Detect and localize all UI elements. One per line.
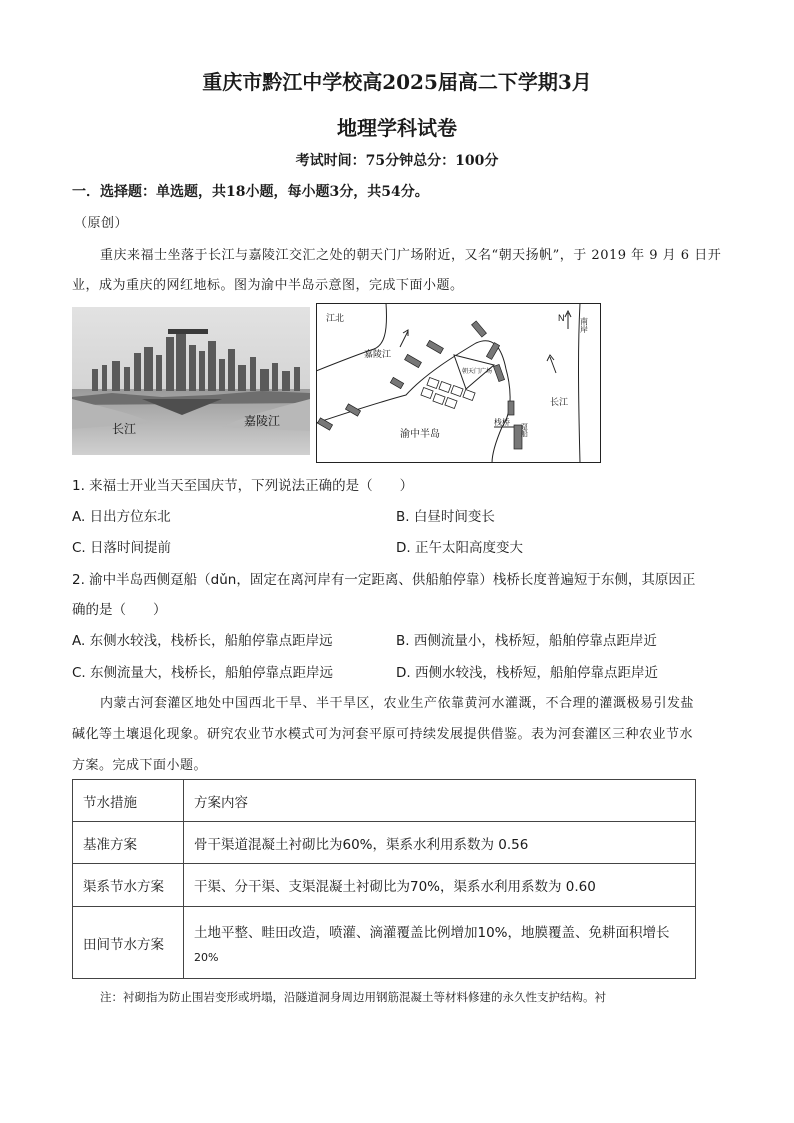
- table-cell: 田间节水方案: [73, 907, 184, 979]
- table-header-cell: 节水措施: [73, 780, 184, 822]
- table-cell: 渠系节水方案: [73, 864, 184, 907]
- q2-option-d: D. 西侧水较浅，栈桥短，船舶停靠点距岸近: [396, 665, 658, 681]
- photo-label-changjiang: 长江: [112, 422, 137, 436]
- exam-title-line1: 重庆市黔江中学校高2025届高二下学期3月: [202, 70, 592, 94]
- table-row: [73, 864, 696, 907]
- table-note: 注：衬砌指为防止围岩变形或坍塌，沿隧道洞身周边用钢筋混凝土等材料修建的永久性支护结构。衬: [100, 990, 606, 1004]
- original-tag: （原创）: [74, 216, 129, 231]
- photo-label-jialingjiang: 嘉陵江: [244, 414, 281, 428]
- map-label-north: N: [558, 313, 565, 323]
- table-cell: [184, 907, 696, 979]
- q1-option-d: D. 正午太阳高度变大: [396, 540, 523, 556]
- q2-stem-line2: 确的是（ ）: [72, 602, 167, 618]
- table-cell: 骨干渠道混凝土衬砌比为60%，渠系水利用系数为 0.56: [184, 822, 696, 864]
- section-heading: 一．选择题：单选题，共18小题，每小题3分，共54分。: [72, 184, 429, 200]
- map-label-changjiang: 长江: [550, 397, 569, 407]
- table-cell-line: 20%: [194, 951, 219, 964]
- map-label-square: 朝天门广场: [462, 369, 493, 375]
- exam-title-line2: 地理学科试卷: [337, 116, 457, 140]
- passage2-line2: 碱化等土壤退化现象。研究农业节水模式可为河套平原可持续发展提供借鉴。表为河套灌区三种农业节水: [72, 727, 694, 742]
- q1-stem: 1. 来福士开业当天至国庆节，下列说法正确的是（ ）: [72, 478, 414, 494]
- passage2-line1: 内蒙古河套灌区地处中国西北干旱、半干旱区，农业生产依靠黄河水灌溉，不合理的灌溉极易引发盐: [100, 696, 695, 711]
- passage1-line2: 业，成为重庆的网红地标。图为渝中半岛示意图，完成下面小题。: [72, 278, 464, 293]
- passage2-line3: 方案。完成下面小题。: [72, 758, 208, 773]
- table-cell-line: 土地平整、畦田改造，喷灌、滴灌覆盖比例增加10%，地膜覆盖、免耕面积增长: [194, 925, 670, 941]
- table-row: [73, 822, 696, 864]
- yuzhong-map: [316, 303, 601, 463]
- table-header-row: [73, 780, 696, 822]
- q1-option-a: A. 日出方位东北: [72, 509, 171, 525]
- table-cell: 干渠、分干渠、支渠混凝土衬砌比为70%，渠系水利用系数为 0.60: [184, 864, 696, 907]
- water-saving-table: [72, 779, 696, 979]
- map-label-dunchuan: 趸船: [520, 423, 528, 437]
- map-label-jiangbei: 江北: [326, 313, 345, 323]
- q1-option-b: B. 白昼时间变长: [396, 509, 495, 525]
- q2-stem-line1: 2. 渝中半岛西侧趸船（dǔn，固定在离河岸有一定距离、供船舶停靠）栈桥长度普遍短于东侧，其原因正: [72, 572, 696, 588]
- exam-info: 考试时间：75分钟总分：100分: [295, 153, 499, 169]
- map-label-jialingjiang: 嘉陵江: [364, 349, 392, 359]
- q2-option-b: B. 西侧流量小，栈桥短，船舶停靠点距岸近: [396, 633, 657, 649]
- map-label-zhanqiao: 栈桥: [494, 418, 510, 427]
- q2-option-a: A. 东侧水较浅，栈桥长，船舶停靠点距岸远: [72, 633, 333, 649]
- table-row: [73, 907, 696, 979]
- city-photo: [72, 307, 310, 455]
- passage1-line1: 重庆来福士坐落于长江与嘉陵江交汇之处的朝天门广场附近，又名“朝天扬帆”，于 2019 年 9 月 6 日开: [100, 248, 722, 263]
- table-cell: 基准方案: [73, 822, 184, 864]
- table-header-cell: 方案内容: [184, 780, 696, 822]
- map-label-nanan: 南岸: [579, 317, 589, 333]
- map-label-yuzhong: 渝中半岛: [400, 429, 440, 440]
- q2-option-c: C. 东侧流量大，栈桥长，船舶停靠点距岸远: [72, 665, 334, 681]
- q1-option-c: C. 日落时间提前: [72, 540, 172, 556]
